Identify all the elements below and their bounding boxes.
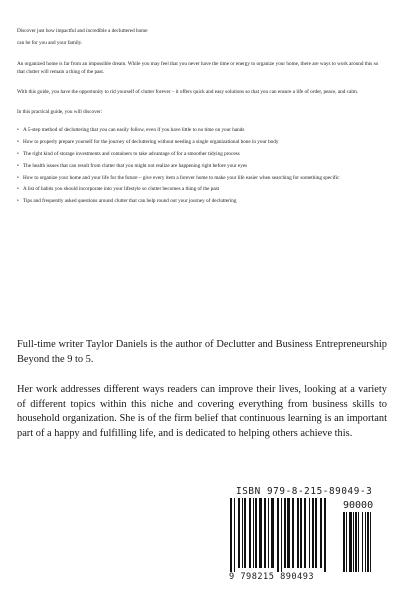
barcode-bar: [230, 498, 232, 572]
intro-line-2: can be for you and your family.: [17, 40, 83, 46]
list-item: [17, 197, 387, 205]
barcode-bar: [255, 498, 257, 568]
list-item-text: How to organize your home and your life for the future – give every item a forever home to make your life easier when searching for something specific: [23, 174, 340, 181]
barcode-addon-bar: [349, 512, 352, 572]
barcode-addon-bar: [362, 512, 363, 572]
barcode-bar: [268, 498, 269, 568]
bullet-icon: •: [17, 186, 19, 193]
list-item: [17, 185, 387, 193]
barcode-bar: [264, 498, 266, 568]
barcode-addon-bar: [370, 512, 371, 572]
intro-line-1: Discover just how impactful and incredible a decluttered home: [17, 28, 148, 34]
barcode-bar: [253, 498, 254, 568]
barcode-bar: [271, 498, 274, 568]
barcode-bar: [234, 498, 235, 572]
bio-paragraph-2: Her work addresses different ways readers can improve their lives, looking at a variety of different topics within this niche and covering everything from business skills to household organization. She is of the firm belief that continuous learning is an important part of a happy and fulfilling life, and is dedicated to helping others achieve this.: [17, 384, 387, 439]
bullet-icon: •: [17, 150, 19, 157]
blurb-paragraph-1: An organized home is far from an impossible dream. While you may feel that you never have the time or energy to organize your home, there are ways to work around this so that clutter will remain a thing of the past.: [17, 61, 379, 75]
barcode-bar: [320, 498, 322, 568]
barcode-addon-bar: [343, 512, 345, 572]
bullet-icon: •: [17, 127, 19, 133]
bullet-icon: •: [17, 174, 19, 181]
barcode-bar: [242, 498, 243, 568]
barcode-bar: [259, 498, 262, 568]
list-intro: In this practical guide, you will discover:: [17, 109, 103, 115]
barcode-bar: [277, 498, 279, 572]
barcode-addon-bar: [367, 512, 369, 572]
list-item: [17, 138, 387, 146]
barcode-bar: [287, 498, 290, 568]
barcode-bar: [249, 498, 251, 568]
bio-paragraph-1: Full-time writer Taylor Daniels is the author of Declutter and Business Entrepreneurship Beyond the 9 to 5.: [17, 339, 387, 365]
barcode-bar: [297, 498, 299, 568]
price-code: 90000: [343, 500, 374, 511]
barcode-bar: [304, 498, 306, 568]
barcode-bar: [238, 498, 240, 568]
bullet-icon: •: [17, 198, 19, 205]
list-item-text: How to properly prepare yourself for the journey of decluttering without needing a single organizational bone in your body: [23, 138, 279, 145]
barcode-addon-bar: [358, 512, 359, 572]
barcode-addon-bar: [353, 512, 354, 572]
list-item-text: The right kind of storage investments and containers to take advantage of for a smoother tidying process: [23, 150, 240, 157]
barcode-bar: [312, 498, 314, 568]
list-item: [17, 150, 387, 158]
author-bio: [17, 338, 387, 457]
list-item: [17, 126, 387, 134]
list-item-text: A list of habits you should incorporate into your lifestyle so clutter becomes a thing of the past: [23, 186, 220, 193]
barcode-bar: [309, 498, 310, 568]
barcode-bar: [281, 498, 282, 572]
barcode-bar: [300, 498, 302, 568]
barcode-bar: [315, 498, 317, 568]
list-item-text: The health issues that can result from clutter that you might not realize are happening right before your eyes: [23, 162, 248, 169]
barcode-digits: 9 798215 890493: [229, 572, 315, 582]
list-item: [17, 174, 387, 182]
bullet-icon: •: [17, 162, 19, 169]
barcode-bar: [284, 498, 286, 568]
barcode-addon-bar: [346, 512, 347, 572]
list-item-text: Tips and frequently asked questions around clutter that can help round out your journey of decluttering: [23, 198, 237, 205]
barcode-bar: [244, 498, 246, 568]
isbn-barcode: [226, 484, 390, 586]
list-item-text: A 5-step method of decluttering that you can easily follow, even if you have little to no time on your hands: [23, 127, 245, 133]
barcode-addon-bar: [365, 512, 366, 572]
discover-list: [17, 126, 387, 205]
blurb-paragraph-2: With this guide, you have the opportunity to rid yourself of clutter forever – it offers quick and easy solutions so that you can ensure a life of order, peace, and calm.: [17, 89, 359, 95]
list-item: [17, 162, 387, 170]
barcode-bar: [292, 498, 294, 568]
book-blurb: [17, 27, 387, 209]
barcode-bar: [324, 498, 326, 572]
barcode-addon-bar: [355, 512, 357, 572]
bullet-icon: •: [17, 138, 19, 145]
isbn-label: ISBN 979-8-215-89049-3: [236, 486, 373, 497]
